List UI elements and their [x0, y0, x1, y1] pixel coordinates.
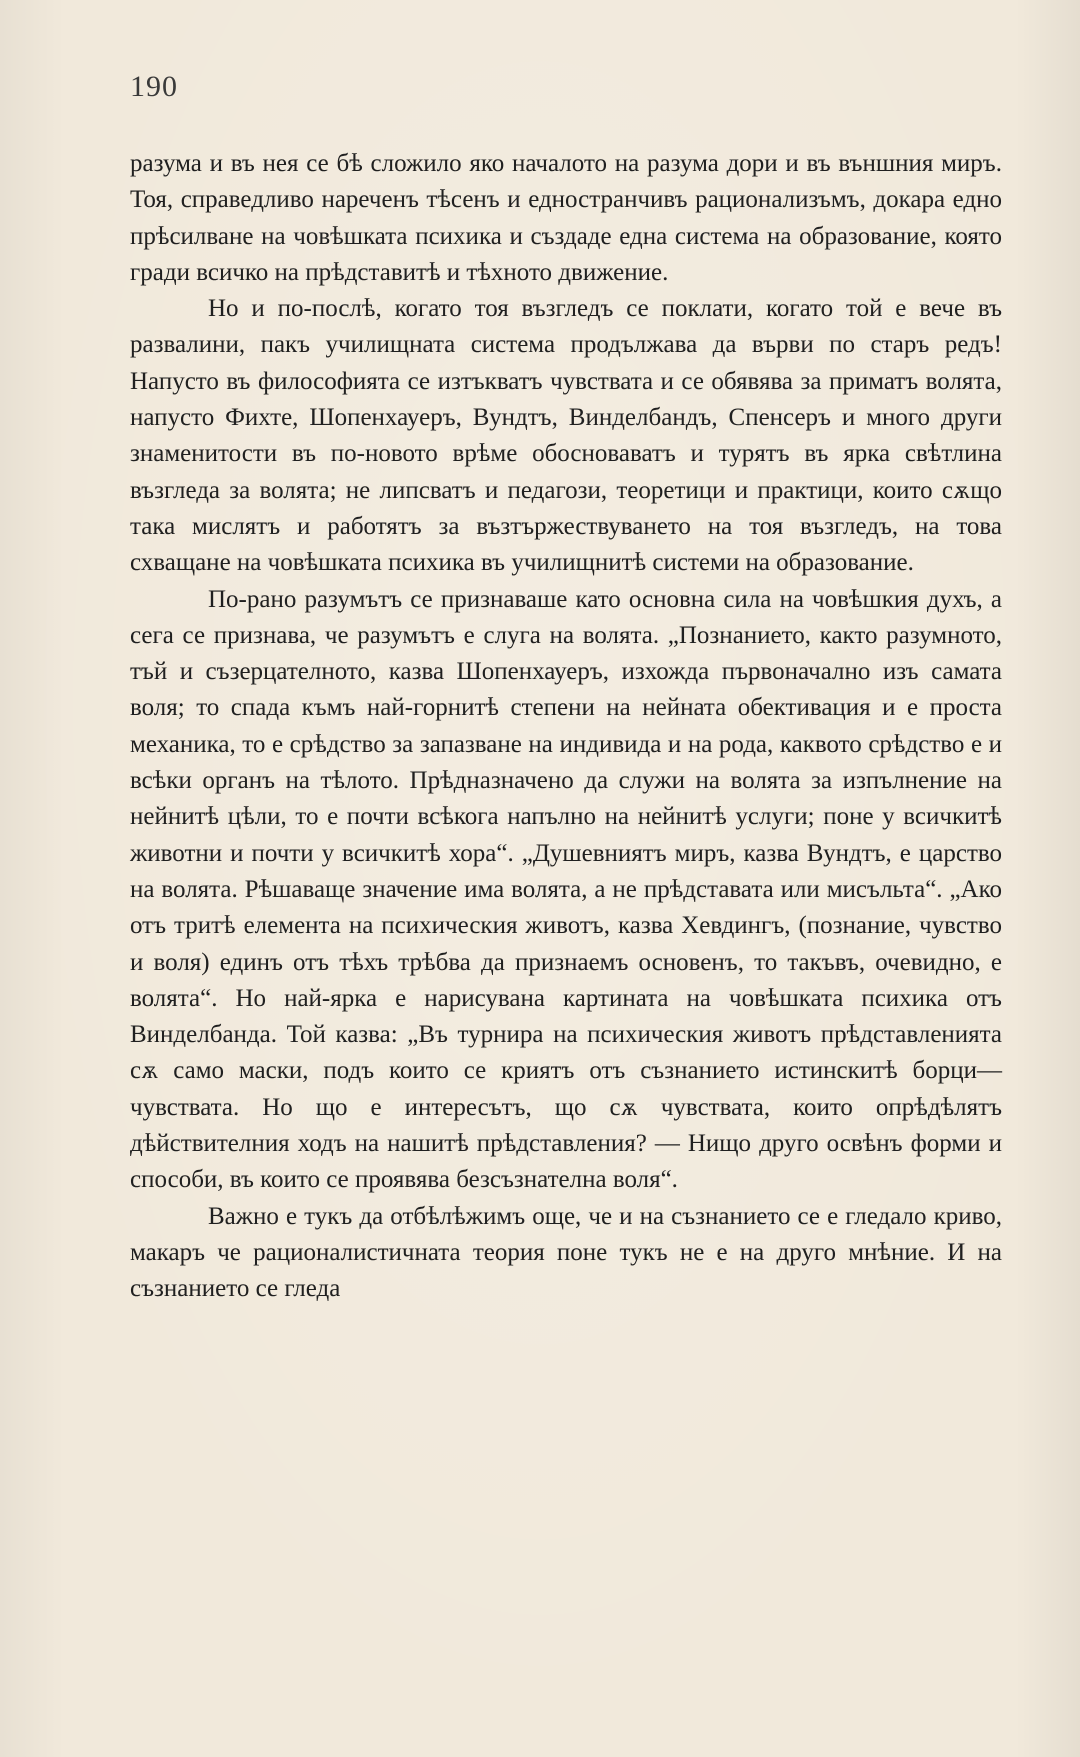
body-text — [130, 146, 1002, 1308]
paragraph-school-system: Но и по-послѣ, когато тоя възгледъ се поклати, когато той е вече въ развалини, пакъ училищната система продължава да върви по старъ редъ! Напусто въ философията се изтъкватъ чувствата и се обявява за приматъ волята, напусто Фихте, Шопенхауеръ, Вундтъ, Винделбандъ, Спенсеръ и много други знаменитости въ по-новото врѣме обосноваватъ и турятъ въ ярка свѣтлина възгледа за волята; не липсватъ и педагози, теоретици и практици, които сѫщо така мислятъ и работятъ за възтържествуването на тоя възгледъ, на това схващане на човѣшката психика въ училищнитѣ системи на образование. — [130, 295, 1002, 577]
paragraph-will-primacy: По-рано разумътъ се признаваше като основна сила на човѣшкия духъ, а сега се признава, че разумътъ е слуга на волята. „Познанието, както разумното, тъй и съзерцателното, казва Шопенхауеръ, изхожда първоначално изъ самата воля; то спада къмъ най-горнитѣ степени на нейната обективация и е проста механика, то е срѣдство за запазване на индивида и на рода, каквото срѣдство е и всѣки органъ на тѣлото. Прѣдназначено да служи на волята за изпълнение на нейнитѣ цѣли, то е почти всѣкога напълно на нейнитѣ услуги; поне у всичкитѣ животни и почти у всичкитѣ хора“. „Душевниятъ миръ, казва Вундтъ, е царство на волята. Рѣшаваще значение има волята, а не прѣдставата или мисъльта“. „Ако отъ тритѣ елемента на психическия животъ, казва Хевдингъ, (познание, чувство и воля) единъ отъ тѣхъ трѣбва да признаемъ основенъ, то такъвъ, очевидно, е волята“. Но най-ярка е нарисувана картината на човѣшката психика отъ Винделбанда. Той казва: „Въ турнира на психическия животъ прѣдставленията сѫ само маски, подъ които се криятъ отъ съзнанието истинскитѣ борци—чувствата. Но що е интересътъ, що сѫ чувствата, които опрѣдѣлятъ дѣйствителния ходъ на нашитѣ прѣдставления? — Нищо друго освѣнъ форми и способи, въ които се проявява безсъзнателна воля“. — [130, 585, 1002, 1194]
paragraph-consciousness: Важно е тукъ да отбѣлѣжимъ още, че и на съзнанието се е гледало криво, макаръ че рационалистичната теория поне тукъ не е на друго мнѣние. И на съзнанието се гледа — [130, 1202, 1002, 1303]
paragraph-continuation: разума и въ нея се бѣ сложило яко началото на разума дори и въ външния миръ. Тоя, справедливо нареченъ тѣсенъ и едностранчивъ рационализъмъ, докара едно прѣсилване на човѣшката психика и създаде една система на образование, която гради всичко на прѣдставитѣ и тѣхното движение. — [130, 150, 1002, 286]
page-number: 190 — [130, 70, 178, 103]
